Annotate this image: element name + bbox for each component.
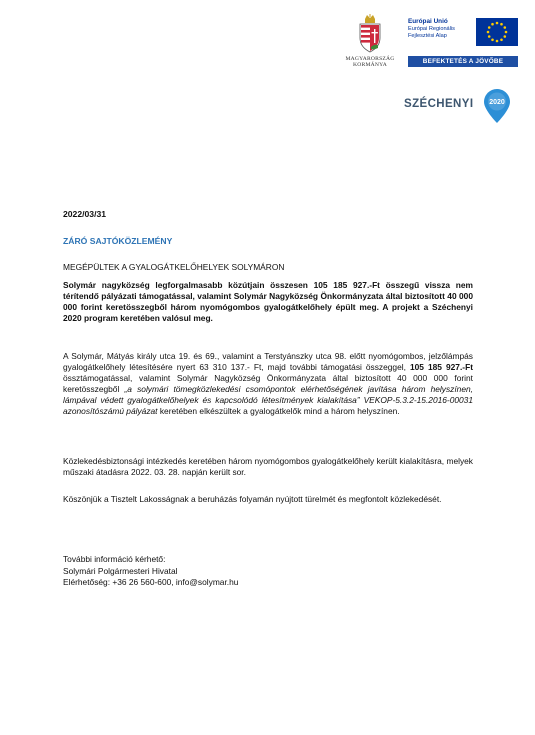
p2-project-title: „a solymári tömegközlekedési csomópontok elérhetőségének javítása három helyszínen, lámpával védett gyalogátkelőhelyek és kapcsolódó létesítmények kialakítása” VEKOP-5.3.2-15.2016-00031 azonosítószámú pályázat <box>63 384 473 417</box>
lead-paragraph: Solymár nagyközség legforgalmasabb közútjain összesen 105 185 927.-Ft összegű vissza nem térítendő pályázati támogatással, valamint Solymár Nagyközség Önkormányzata által biztosított 40 000 000 forint keretösszegből három nyomógombos gyalogátkelőhely épült meg. A projekt a Széchenyi 2020 program keretében valósul meg. <box>63 280 473 324</box>
contact-block <box>63 554 238 589</box>
eu-line2: Európai Regionális <box>408 26 455 32</box>
contact-line1: További információ kérhető: <box>63 554 166 564</box>
eu-line1: Európai Unió <box>408 18 448 25</box>
eu-line3: Fejlesztési Alap <box>408 33 447 39</box>
document-type: ZÁRÓ SAJTÓKÖZLEMÉNY <box>63 236 173 246</box>
p2-part2: össztámogatással, valamint Solymár Nagyközség Önkormányzata által biztosított 40 000 000 forint keretösszegből <box>63 373 473 395</box>
p2-part1: A Solymár, Mátyás király utca 19. és 69., valamint a Terstyánszky utca 98. előtt nyomógombos, jelzőlámpás gyalogátkelőhely létesítésére nyert 63 310 137.- Ft, majd további támogatási összeggel, <box>63 351 473 373</box>
paragraph-thanks: Köszönjük a Tisztelt Lakosságnak a beruházás folyamán nyújtott türelmét és megfontolt közlekedését. <box>63 494 442 504</box>
p2-amount: 105 185 927.-Ft <box>409 362 473 373</box>
eu-text <box>408 18 474 40</box>
eu-flag-icon <box>476 18 518 46</box>
coat-label <box>340 56 400 69</box>
headline: MEGÉPÜLTEK A GYALOGÁTKELŐHELYEK SOLYMÁRON <box>63 262 285 272</box>
paragraph-details <box>63 351 473 418</box>
coat-label-line1: MAGYARORSZÁG <box>345 56 395 62</box>
contact-line3: Elérhetőség: +36 26 560-600, info@solymar.hu <box>63 577 239 588</box>
release-date: 2022/03/31 <box>63 209 107 219</box>
szechenyi-year: 2020 <box>489 99 505 106</box>
location-pin-icon <box>483 88 511 124</box>
hungary-government-logo <box>340 14 400 69</box>
contact-line2: Solymári Polgármesteri Hivatal <box>63 565 178 576</box>
coat-label-line2: KORMÁNYA <box>353 62 387 69</box>
paragraph-handover: Közlekedésbiztonsági intézkedés keretében három nyomógombos gyalogátkelőhely került kialakításra, melyek műszaki átadásra 2022. 03. 28. napján került sor. <box>63 456 473 478</box>
szechenyi-2020-logo <box>404 94 524 130</box>
coat-of-arms-icon <box>355 14 385 54</box>
invest-banner: BEFEKTETÉS A JÖVŐBE <box>408 56 518 67</box>
p2-part3: keretében elkészültek a gyalogátkelők mind a három helyszínen. <box>157 406 400 417</box>
szechenyi-text: SZÉCHENYI <box>404 98 474 110</box>
